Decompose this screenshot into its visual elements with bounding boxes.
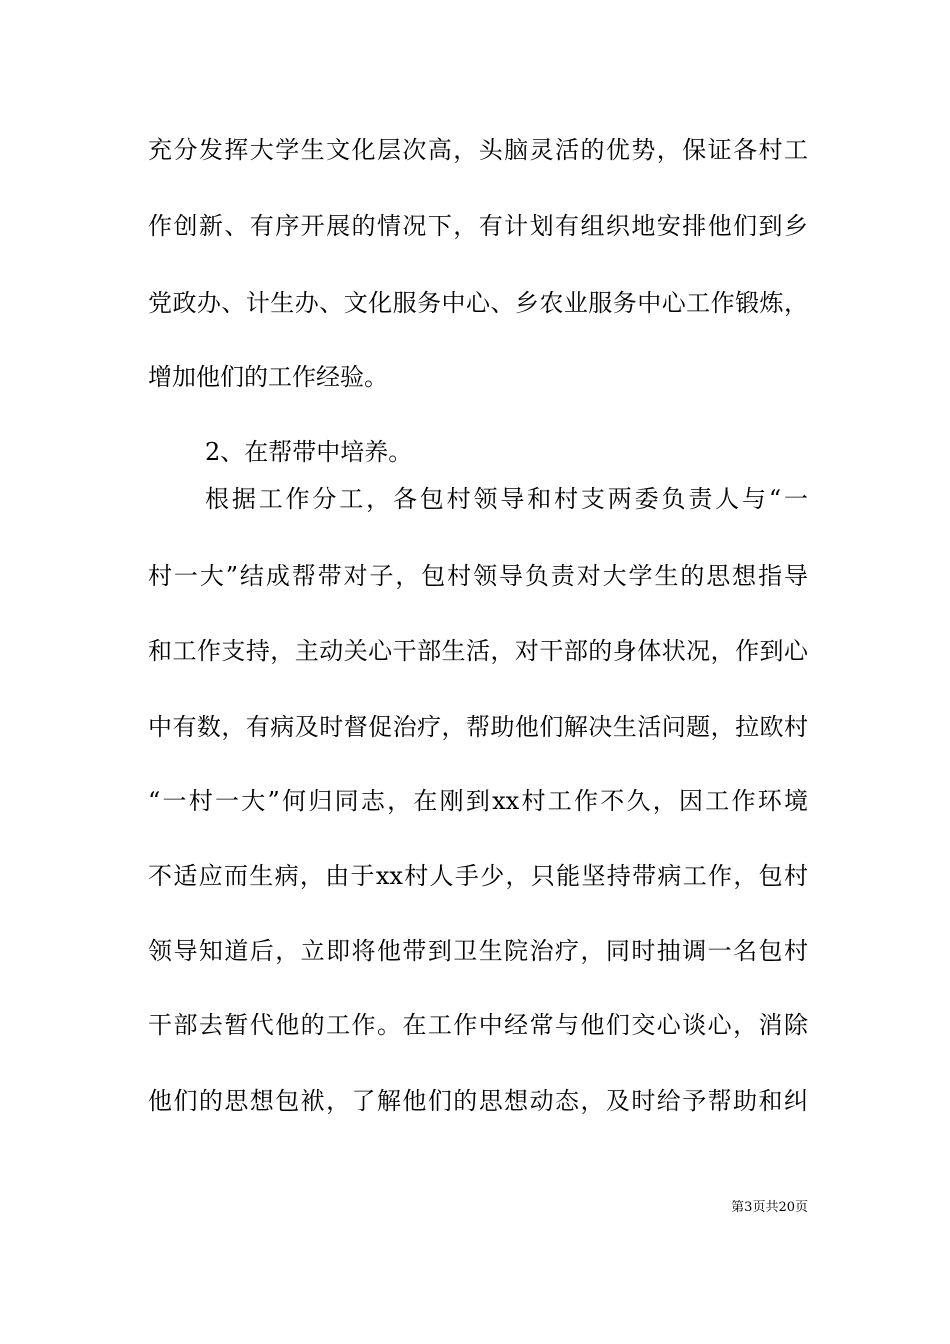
body-line-6: 根据工作分工，各包村领导和村支两委负责人与“一 [205, 485, 808, 513]
body-line-12: 领导知道后，立即将他带到卫生院治疗，同时抽调一名包村 [148, 937, 808, 965]
page-number: 第3页共20页 [731, 1200, 808, 1215]
body-line-4: 增加他们的工作经验。 [148, 363, 388, 391]
body-line-14: 他们的思想包袱，了解他们的思想动态，及时给予帮助和纠 [148, 1087, 808, 1115]
section-heading: 2、在帮带中培养。 [205, 438, 413, 466]
body-line-9: 中有数，有病及时督促治疗，帮助他们解决生活问题，拉欧村 [148, 713, 808, 741]
body-line-10: “一村一大”何归同志，在刚到xx村工作不久，因工作环境 [148, 787, 808, 815]
body-line-1: 充分发挥大学生文化层次高，头脑灵活的优势，保证各村工 [148, 136, 808, 164]
body-line-7: 村一大”结成帮带对子，包村领导负责对大学生的思想指导 [148, 562, 808, 590]
body-line-3: 党政办、计生办、文化服务中心、乡农业服务中心工作锻炼， [148, 289, 808, 317]
body-line-8: 和工作支持，主动关心干部生活，对干部的身体状况，作到心 [148, 637, 808, 665]
body-line-2: 作创新、有序开展的情况下，有计划有组织地安排他们到乡 [148, 212, 808, 240]
body-line-11: 不适应而生病，由于xx村人手少，只能坚持带病工作，包村 [148, 862, 808, 890]
body-line-13: 干部去暂代他的工作。在工作中经常与他们交心谈心，消除 [148, 1011, 808, 1039]
